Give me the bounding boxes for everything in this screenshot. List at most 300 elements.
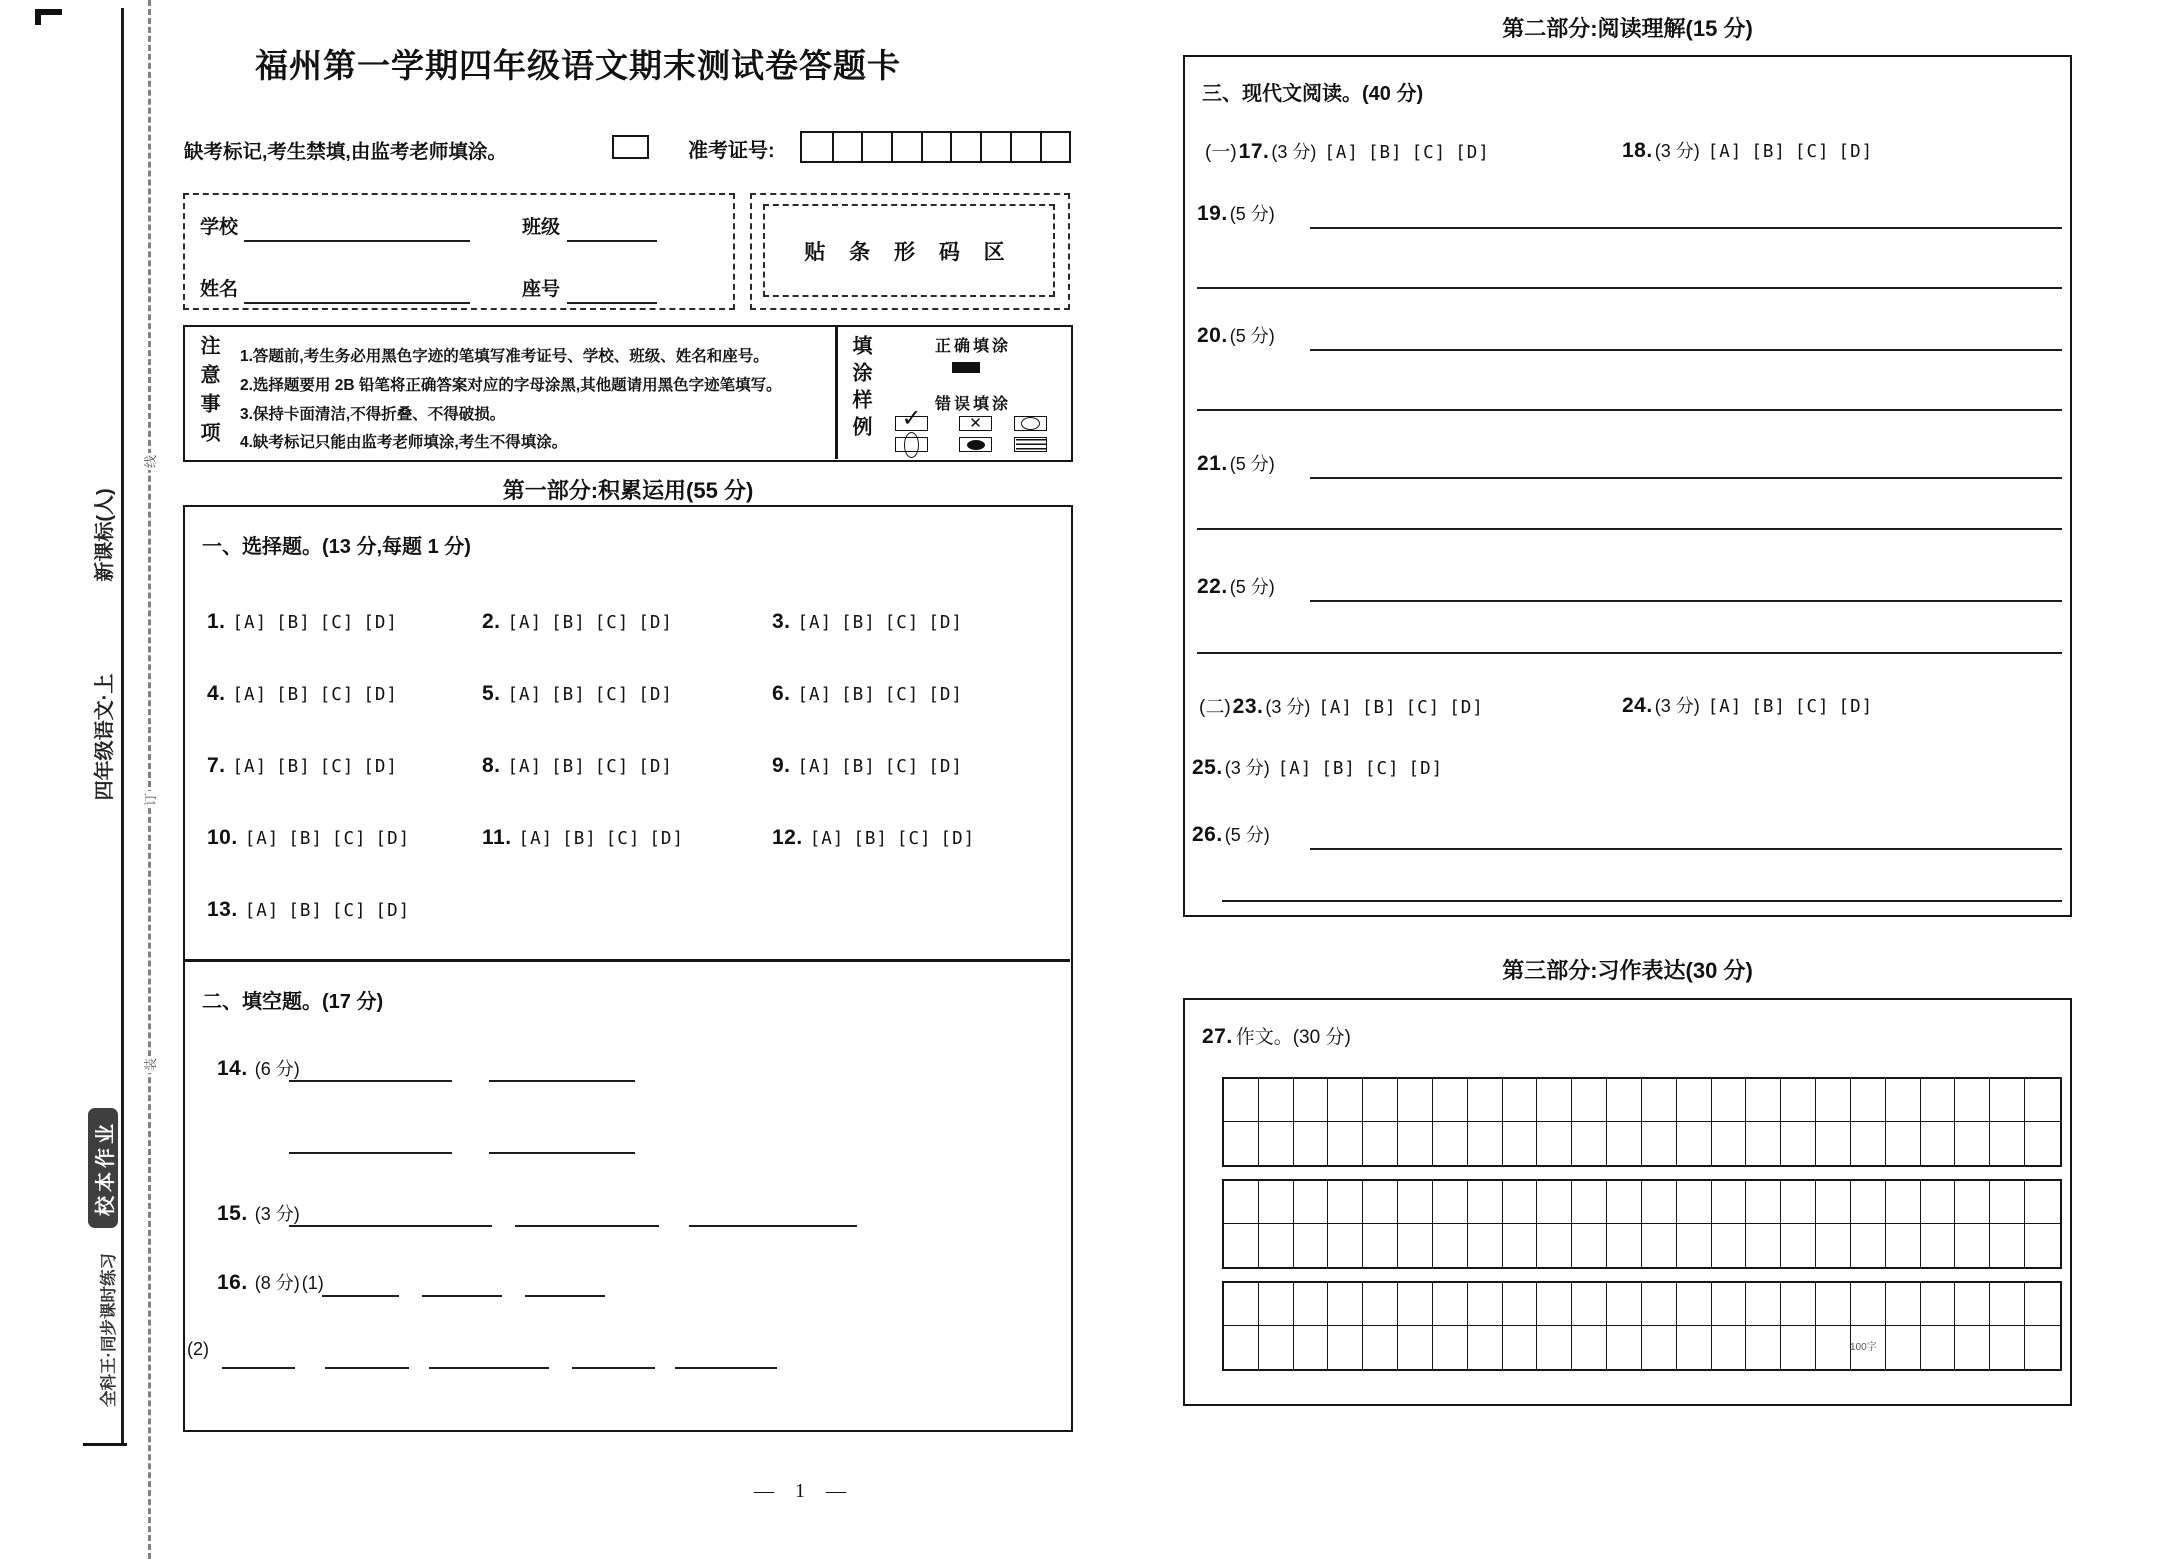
grid-cell[interactable] bbox=[1224, 1224, 1259, 1267]
grid-cell[interactable] bbox=[1294, 1224, 1329, 1267]
option-A[interactable]: [A] bbox=[797, 757, 833, 777]
question-18-score: (3 分) bbox=[1654, 141, 1700, 161]
exam-number-cell[interactable] bbox=[1010, 133, 1040, 161]
grid-cell[interactable] bbox=[1328, 1181, 1363, 1224]
grid-cell[interactable] bbox=[1921, 1326, 1956, 1369]
grid-cell[interactable] bbox=[1259, 1326, 1294, 1369]
grid-cell[interactable] bbox=[1712, 1079, 1747, 1122]
grid-cell[interactable] bbox=[1607, 1079, 1642, 1122]
grid-cell[interactable] bbox=[1433, 1326, 1468, 1369]
grid-cell[interactable] bbox=[1781, 1283, 1816, 1326]
question-25-number: 25. bbox=[1192, 756, 1223, 779]
grid-cell[interactable] bbox=[1712, 1326, 1747, 1369]
option-B[interactable]: [B] bbox=[288, 901, 323, 921]
q15-answer-line-3[interactable] bbox=[689, 1225, 857, 1227]
wrong-sample-check: ✓ bbox=[895, 416, 928, 431]
grid-cell[interactable] bbox=[1572, 1224, 1607, 1267]
exam-number-boxes[interactable] bbox=[800, 131, 1071, 163]
grid-cell[interactable] bbox=[1468, 1326, 1503, 1369]
grid-cell[interactable] bbox=[1921, 1122, 1956, 1165]
grid-cell[interactable] bbox=[1537, 1326, 1572, 1369]
grid-cell[interactable] bbox=[1851, 1122, 1886, 1165]
option-B[interactable]: [B] bbox=[276, 757, 311, 777]
grid-cell[interactable] bbox=[1990, 1181, 2025, 1224]
option-C[interactable]: [C] bbox=[594, 757, 630, 777]
grid-cell[interactable] bbox=[1572, 1122, 1607, 1165]
option-C[interactable]: [C] bbox=[1794, 142, 1830, 162]
option-D[interactable]: [D] bbox=[638, 613, 673, 633]
grid-cell[interactable] bbox=[1607, 1224, 1642, 1267]
correct-fill-label: 正确填涂 bbox=[935, 338, 1012, 355]
grid-cell[interactable] bbox=[1816, 1283, 1851, 1326]
grid-cell[interactable] bbox=[1851, 1181, 1886, 1224]
q16-1-answer-line-3[interactable] bbox=[525, 1295, 605, 1297]
q15-answer-line-1[interactable] bbox=[289, 1225, 492, 1227]
question-23-options bbox=[1318, 698, 1492, 718]
grid-cell[interactable] bbox=[1886, 1224, 1921, 1267]
option-D[interactable]: [D] bbox=[638, 685, 673, 705]
option-D[interactable]: [D] bbox=[649, 829, 684, 849]
q16-2-answer-line-2[interactable] bbox=[325, 1367, 409, 1369]
grid-cell[interactable] bbox=[1677, 1122, 1712, 1165]
option-C[interactable]: [C] bbox=[1405, 698, 1441, 718]
grid-cell[interactable] bbox=[1921, 1079, 1956, 1122]
option-C[interactable]: [C] bbox=[884, 613, 920, 633]
grid-cell[interactable] bbox=[1363, 1224, 1398, 1267]
grid-cell[interactable] bbox=[2025, 1079, 2060, 1122]
option-C[interactable]: [C] bbox=[1364, 759, 1400, 779]
q14-answer-line-4[interactable] bbox=[489, 1152, 635, 1154]
grid-cell[interactable] bbox=[1398, 1079, 1433, 1122]
option-B[interactable]: [B] bbox=[288, 829, 323, 849]
grid-cell[interactable] bbox=[1572, 1181, 1607, 1224]
sidebar-series-label: 全科王·同步课时练习 bbox=[100, 1253, 118, 1407]
option-B[interactable]: [B] bbox=[1751, 697, 1786, 717]
option-C[interactable]: [C] bbox=[1794, 697, 1830, 717]
option-D[interactable]: [D] bbox=[363, 757, 398, 777]
option-C[interactable]: [C] bbox=[331, 829, 367, 849]
grid-cell[interactable] bbox=[1712, 1224, 1747, 1267]
option-B[interactable]: [B] bbox=[276, 685, 311, 705]
question-14-score: (6 分) bbox=[254, 1059, 300, 1079]
option-D[interactable]: [D] bbox=[928, 757, 963, 777]
grid-cell[interactable] bbox=[1294, 1181, 1329, 1224]
grid-cell[interactable] bbox=[1328, 1326, 1363, 1369]
option-B[interactable]: [B] bbox=[841, 613, 876, 633]
grid-cell[interactable] bbox=[1224, 1181, 1259, 1224]
wrong-sample-filled-dot bbox=[959, 437, 992, 452]
option-A[interactable]: [A] bbox=[797, 613, 833, 633]
grid-cell[interactable] bbox=[1328, 1224, 1363, 1267]
question-number: 8. bbox=[482, 754, 501, 777]
grid-cell[interactable] bbox=[1294, 1283, 1329, 1326]
grid-cell[interactable] bbox=[1955, 1181, 1990, 1224]
grid-cell[interactable] bbox=[1537, 1181, 1572, 1224]
grid-cell[interactable] bbox=[1955, 1079, 1990, 1122]
option-D[interactable]: [D] bbox=[928, 685, 963, 705]
option-A[interactable]: [A] bbox=[1277, 759, 1313, 779]
q20-answer-line-2[interactable] bbox=[1197, 409, 2062, 411]
grid-cell[interactable] bbox=[1363, 1079, 1398, 1122]
option-C[interactable]: [C] bbox=[319, 685, 355, 705]
option-A[interactable]: [A] bbox=[518, 829, 554, 849]
option-A[interactable]: [A] bbox=[1324, 143, 1359, 163]
q19-answer-line-1[interactable] bbox=[1310, 227, 2062, 229]
option-C[interactable]: [C] bbox=[1411, 143, 1447, 163]
option-D[interactable]: [D] bbox=[1455, 143, 1490, 163]
q16-2-answer-line-5[interactable] bbox=[675, 1367, 777, 1369]
grid-cell[interactable] bbox=[1851, 1079, 1886, 1122]
grid-cell[interactable] bbox=[1816, 1079, 1851, 1122]
question-number: 5. bbox=[482, 682, 501, 705]
q15-answer-line-2[interactable] bbox=[515, 1225, 659, 1227]
grid-cell[interactable] bbox=[1886, 1079, 1921, 1122]
grid-cell[interactable] bbox=[1294, 1079, 1329, 1122]
grid-cell[interactable] bbox=[1746, 1122, 1781, 1165]
grid-cell[interactable] bbox=[1224, 1122, 1259, 1165]
grid-cell[interactable] bbox=[1503, 1283, 1538, 1326]
question-20-number: 20. bbox=[1197, 324, 1228, 347]
grid-cell[interactable] bbox=[1955, 1283, 1990, 1326]
option-A[interactable]: [A] bbox=[809, 829, 845, 849]
option-C[interactable]: [C] bbox=[884, 757, 920, 777]
grid-cell[interactable] bbox=[1921, 1283, 1956, 1326]
question-27-label: 作文。(30 分) bbox=[1235, 1027, 1351, 1048]
grid-cell[interactable] bbox=[1677, 1283, 1712, 1326]
q16-2-answer-line-3[interactable] bbox=[429, 1367, 549, 1369]
grid-cell[interactable] bbox=[1746, 1181, 1781, 1224]
grid-cell[interactable] bbox=[1398, 1181, 1433, 1224]
grid-cell[interactable] bbox=[1328, 1122, 1363, 1165]
grid-cell[interactable] bbox=[1886, 1283, 1921, 1326]
barcode-area-inner[interactable] bbox=[763, 204, 1055, 297]
grid-cell[interactable] bbox=[1572, 1079, 1607, 1122]
exam-number-label: 准考证号: bbox=[688, 140, 775, 162]
grid-cell[interactable] bbox=[2025, 1283, 2060, 1326]
grid-cell[interactable] bbox=[1886, 1181, 1921, 1224]
q14-answer-line-3[interactable] bbox=[289, 1152, 452, 1154]
grid-cell[interactable] bbox=[1990, 1326, 2025, 1369]
grid-cell[interactable] bbox=[1433, 1122, 1468, 1165]
grid-cell[interactable] bbox=[1677, 1224, 1712, 1267]
seat-input-line[interactable] bbox=[567, 302, 657, 304]
grid-cell[interactable] bbox=[1607, 1326, 1642, 1369]
seat-label: 座号 bbox=[522, 279, 561, 300]
exam-number-cell[interactable] bbox=[832, 133, 862, 161]
class-input-line[interactable] bbox=[567, 240, 657, 242]
grid-cell[interactable] bbox=[1468, 1224, 1503, 1267]
grid-cell[interactable] bbox=[1677, 1181, 1712, 1224]
grid-cell[interactable] bbox=[1816, 1326, 1851, 1369]
grid-cell[interactable] bbox=[1712, 1122, 1747, 1165]
notice-item-3: 3.保持卡面清洁,不得折叠、不得破损。 bbox=[240, 406, 506, 423]
q21-answer-line-1[interactable] bbox=[1310, 477, 2062, 479]
group-1-label: (一) bbox=[1205, 142, 1237, 163]
grid-cell[interactable] bbox=[1746, 1224, 1781, 1267]
grid-cell[interactable] bbox=[1503, 1122, 1538, 1165]
option-C[interactable]: [C] bbox=[319, 613, 355, 633]
question-number: 3. bbox=[772, 610, 791, 633]
grid-cell[interactable] bbox=[1468, 1122, 1503, 1165]
grid-cell[interactable] bbox=[1259, 1181, 1294, 1224]
option-B[interactable]: [B] bbox=[841, 757, 876, 777]
grid-cell[interactable] bbox=[1990, 1283, 2025, 1326]
grid-cell[interactable] bbox=[1572, 1283, 1607, 1326]
grid-cell[interactable] bbox=[1259, 1079, 1294, 1122]
q14-answer-line-2[interactable] bbox=[489, 1080, 635, 1082]
grid-cell[interactable] bbox=[1433, 1224, 1468, 1267]
question-21-number: 21. bbox=[1197, 452, 1228, 475]
grid-cell[interactable] bbox=[2025, 1122, 2060, 1165]
grid-cell[interactable] bbox=[1955, 1326, 1990, 1369]
grid-cell[interactable] bbox=[1363, 1283, 1398, 1326]
exam-number-cell[interactable] bbox=[891, 133, 921, 161]
grid-cell[interactable] bbox=[1642, 1224, 1677, 1267]
grid-cell[interactable] bbox=[1851, 1283, 1886, 1326]
grid-cell[interactable] bbox=[1328, 1079, 1363, 1122]
question-20 bbox=[1197, 322, 1283, 348]
grid-cell[interactable] bbox=[1224, 1326, 1259, 1369]
grid-cell[interactable] bbox=[1537, 1079, 1572, 1122]
choice-question-2 bbox=[482, 610, 682, 634]
question-16-sub2-label: (2) bbox=[187, 1339, 209, 1359]
option-B[interactable]: [B] bbox=[1751, 142, 1786, 162]
grid-cell[interactable] bbox=[1259, 1122, 1294, 1165]
option-D[interactable]: [D] bbox=[375, 829, 411, 849]
option-A[interactable]: [A] bbox=[1707, 142, 1743, 162]
option-C[interactable]: [C] bbox=[884, 685, 920, 705]
grid-cell[interactable] bbox=[1363, 1181, 1398, 1224]
grid-cell[interactable] bbox=[1990, 1224, 2025, 1267]
q26-answer-line-1[interactable] bbox=[1310, 848, 2062, 850]
q16-1-answer-line-2[interactable] bbox=[422, 1295, 502, 1297]
grid-cell[interactable] bbox=[1607, 1283, 1642, 1326]
q20-answer-line-1[interactable] bbox=[1310, 349, 2062, 351]
grid-cell[interactable] bbox=[1642, 1181, 1677, 1224]
q16-2-answer-line-1[interactable] bbox=[222, 1367, 295, 1369]
option-D[interactable]: [D] bbox=[1838, 697, 1874, 717]
grid-cell[interactable] bbox=[1781, 1224, 1816, 1267]
grid-cell[interactable] bbox=[1781, 1181, 1816, 1224]
grid-cell[interactable] bbox=[1851, 1224, 1886, 1267]
grid-cell[interactable] bbox=[1642, 1122, 1677, 1165]
grid-cell[interactable] bbox=[1224, 1283, 1259, 1326]
option-A[interactable]: [A] bbox=[507, 613, 543, 633]
option-D[interactable]: [D] bbox=[928, 613, 963, 633]
grid-cell[interactable] bbox=[1990, 1122, 2025, 1165]
option-D[interactable]: [D] bbox=[363, 613, 398, 633]
class-label: 班级 bbox=[522, 217, 561, 238]
grid-cell[interactable] bbox=[1503, 1326, 1538, 1369]
option-A[interactable]: [A] bbox=[232, 685, 268, 705]
option-A[interactable]: [A] bbox=[244, 901, 280, 921]
option-A[interactable]: [A] bbox=[1707, 697, 1743, 717]
grid-cell[interactable] bbox=[1746, 1326, 1781, 1369]
grid-cell[interactable] bbox=[1886, 1122, 1921, 1165]
option-A[interactable]: [A] bbox=[1318, 698, 1353, 718]
choice-question-12 bbox=[772, 826, 984, 850]
grid-cell[interactable] bbox=[1537, 1122, 1572, 1165]
grid-cell[interactable] bbox=[1921, 1224, 1956, 1267]
option-D[interactable]: [D] bbox=[638, 757, 673, 777]
grid-cell[interactable] bbox=[2025, 1326, 2060, 1369]
grid-cell[interactable] bbox=[2025, 1181, 2060, 1224]
option-C[interactable]: [C] bbox=[331, 901, 367, 921]
choice-question-6 bbox=[772, 682, 972, 706]
option-D[interactable]: [D] bbox=[375, 901, 411, 921]
wrong-sample-cross: ✕ bbox=[959, 416, 992, 431]
grid-cell[interactable] bbox=[1468, 1079, 1503, 1122]
grid-cell[interactable] bbox=[1398, 1283, 1433, 1326]
section-blank-title: 二、填空题。(17 分) bbox=[202, 991, 384, 1013]
question-15-score: (3 分) bbox=[254, 1204, 300, 1224]
option-B[interactable]: [B] bbox=[276, 613, 311, 633]
option-C[interactable]: [C] bbox=[896, 829, 932, 849]
question-options bbox=[233, 685, 407, 705]
option-B[interactable]: [B] bbox=[551, 613, 586, 633]
grid-cell[interactable] bbox=[1363, 1122, 1398, 1165]
option-A[interactable]: [A] bbox=[244, 829, 280, 849]
grid-cell[interactable] bbox=[1712, 1283, 1747, 1326]
grid-cell[interactable] bbox=[1398, 1224, 1433, 1267]
grid-cell[interactable] bbox=[1781, 1326, 1816, 1369]
grid-cell[interactable] bbox=[1537, 1283, 1572, 1326]
option-D[interactable]: [D] bbox=[940, 829, 976, 849]
exam-number-cell[interactable] bbox=[1040, 133, 1070, 161]
q19-answer-line-2[interactable] bbox=[1197, 287, 2062, 289]
q21-answer-line-2[interactable] bbox=[1197, 528, 2062, 530]
grid-cell[interactable] bbox=[1607, 1181, 1642, 1224]
grid-cell[interactable] bbox=[1503, 1181, 1538, 1224]
grid-cell[interactable] bbox=[1607, 1122, 1642, 1165]
grid-cell[interactable] bbox=[1328, 1283, 1363, 1326]
barcode-area-outer bbox=[750, 193, 1070, 310]
q26-answer-line-2[interactable] bbox=[1222, 900, 2062, 902]
choice-question-10 bbox=[207, 826, 419, 850]
option-A[interactable]: [A] bbox=[232, 613, 268, 633]
q22-answer-line-2[interactable] bbox=[1197, 652, 2062, 654]
question-26 bbox=[1192, 821, 1278, 847]
grid-cell[interactable] bbox=[1955, 1122, 1990, 1165]
sidebar-edition-label: 新课标(人) bbox=[93, 488, 116, 582]
grid-cell[interactable] bbox=[1468, 1283, 1503, 1326]
option-A[interactable]: [A] bbox=[232, 757, 268, 777]
grid-cell[interactable] bbox=[1990, 1079, 2025, 1122]
option-D[interactable]: [D] bbox=[1408, 759, 1444, 779]
grid-cell[interactable] bbox=[1642, 1283, 1677, 1326]
exam-number-cell[interactable] bbox=[802, 133, 832, 161]
school-input-line[interactable] bbox=[244, 240, 470, 242]
grid-cell[interactable] bbox=[1398, 1326, 1433, 1369]
grid-cell[interactable] bbox=[1642, 1079, 1677, 1122]
option-D[interactable]: [D] bbox=[1449, 698, 1484, 718]
grid-cell[interactable] bbox=[1468, 1181, 1503, 1224]
grid-cell[interactable] bbox=[1503, 1224, 1538, 1267]
option-B[interactable]: [B] bbox=[841, 685, 876, 705]
exam-number-cell[interactable] bbox=[980, 133, 1010, 161]
question-14-number: 14. bbox=[217, 1057, 248, 1080]
grid-cell[interactable] bbox=[1816, 1181, 1851, 1224]
grid-cell[interactable] bbox=[1363, 1326, 1398, 1369]
grid-cell[interactable] bbox=[1677, 1326, 1712, 1369]
composition-grid-block-3 bbox=[1222, 1281, 2062, 1371]
option-C[interactable]: [C] bbox=[605, 829, 641, 849]
option-C[interactable]: [C] bbox=[319, 757, 355, 777]
grid-cell[interactable] bbox=[1642, 1326, 1677, 1369]
exam-number-cell[interactable] bbox=[950, 133, 980, 161]
exam-number-cell[interactable] bbox=[921, 133, 951, 161]
grid-cell[interactable] bbox=[1816, 1224, 1851, 1267]
grid-cell[interactable] bbox=[1398, 1122, 1433, 1165]
grid-cell[interactable] bbox=[1746, 1079, 1781, 1122]
option-B[interactable]: [B] bbox=[551, 685, 586, 705]
option-B[interactable]: [B] bbox=[551, 757, 586, 777]
grid-cell[interactable] bbox=[1224, 1079, 1259, 1122]
option-B[interactable]: [B] bbox=[562, 829, 597, 849]
option-A[interactable]: [A] bbox=[507, 685, 543, 705]
grid-cell[interactable] bbox=[1259, 1224, 1294, 1267]
name-input-line[interactable] bbox=[244, 302, 470, 304]
q16-1-answer-line-1[interactable] bbox=[322, 1295, 399, 1297]
option-B[interactable]: [B] bbox=[853, 829, 888, 849]
option-A[interactable]: [A] bbox=[797, 685, 833, 705]
q14-answer-line-1[interactable] bbox=[289, 1080, 452, 1082]
question-17-options bbox=[1324, 143, 1498, 163]
question-options bbox=[508, 757, 682, 777]
grid-cell[interactable] bbox=[1677, 1079, 1712, 1122]
notice-divider bbox=[835, 327, 838, 459]
exam-number-cell[interactable] bbox=[861, 133, 891, 161]
grid-cell[interactable] bbox=[1433, 1283, 1468, 1326]
fill-sample-title: 填涂样例 bbox=[849, 335, 871, 443]
option-B[interactable]: [B] bbox=[1367, 143, 1403, 163]
grid-cell[interactable] bbox=[1955, 1224, 1990, 1267]
grid-cell[interactable] bbox=[1294, 1122, 1329, 1165]
part2-box bbox=[1183, 55, 2072, 917]
grid-cell[interactable] bbox=[1816, 1122, 1851, 1165]
option-C[interactable]: [C] bbox=[594, 613, 630, 633]
option-B[interactable]: [B] bbox=[1321, 759, 1356, 779]
question-14 bbox=[217, 1055, 308, 1081]
grid-cell[interactable] bbox=[1503, 1079, 1538, 1122]
grid-cell[interactable] bbox=[1886, 1326, 1921, 1369]
grid-cell[interactable] bbox=[1746, 1283, 1781, 1326]
grid-cell[interactable] bbox=[1781, 1122, 1816, 1165]
question-16-sub1-label: (1) bbox=[301, 1273, 324, 1293]
q16-2-answer-line-4[interactable] bbox=[572, 1367, 655, 1369]
option-D[interactable]: [D] bbox=[363, 685, 398, 705]
question-options bbox=[508, 685, 682, 705]
grid-cell[interactable] bbox=[1433, 1079, 1468, 1122]
grid-cell[interactable] bbox=[1537, 1224, 1572, 1267]
option-A[interactable]: [A] bbox=[507, 757, 543, 777]
grid-cell[interactable] bbox=[2025, 1224, 2060, 1267]
tall-ellipse-icon bbox=[904, 432, 919, 458]
q22-answer-line-1[interactable] bbox=[1310, 600, 2062, 602]
grid-cell[interactable] bbox=[1259, 1283, 1294, 1326]
grid-cell[interactable] bbox=[1781, 1079, 1816, 1122]
grid-cell[interactable] bbox=[1433, 1181, 1468, 1224]
grid-cell[interactable] bbox=[1572, 1326, 1607, 1369]
grid-cell[interactable] bbox=[1921, 1181, 1956, 1224]
option-D[interactable]: [D] bbox=[1838, 142, 1874, 162]
scribble-lines-icon bbox=[1016, 439, 1046, 450]
grid-cell[interactable] bbox=[1294, 1326, 1329, 1369]
option-C[interactable]: [C] bbox=[594, 685, 630, 705]
option-B[interactable]: [B] bbox=[1361, 698, 1397, 718]
absent-mark-box[interactable] bbox=[612, 135, 649, 159]
grid-cell[interactable] bbox=[1712, 1181, 1747, 1224]
